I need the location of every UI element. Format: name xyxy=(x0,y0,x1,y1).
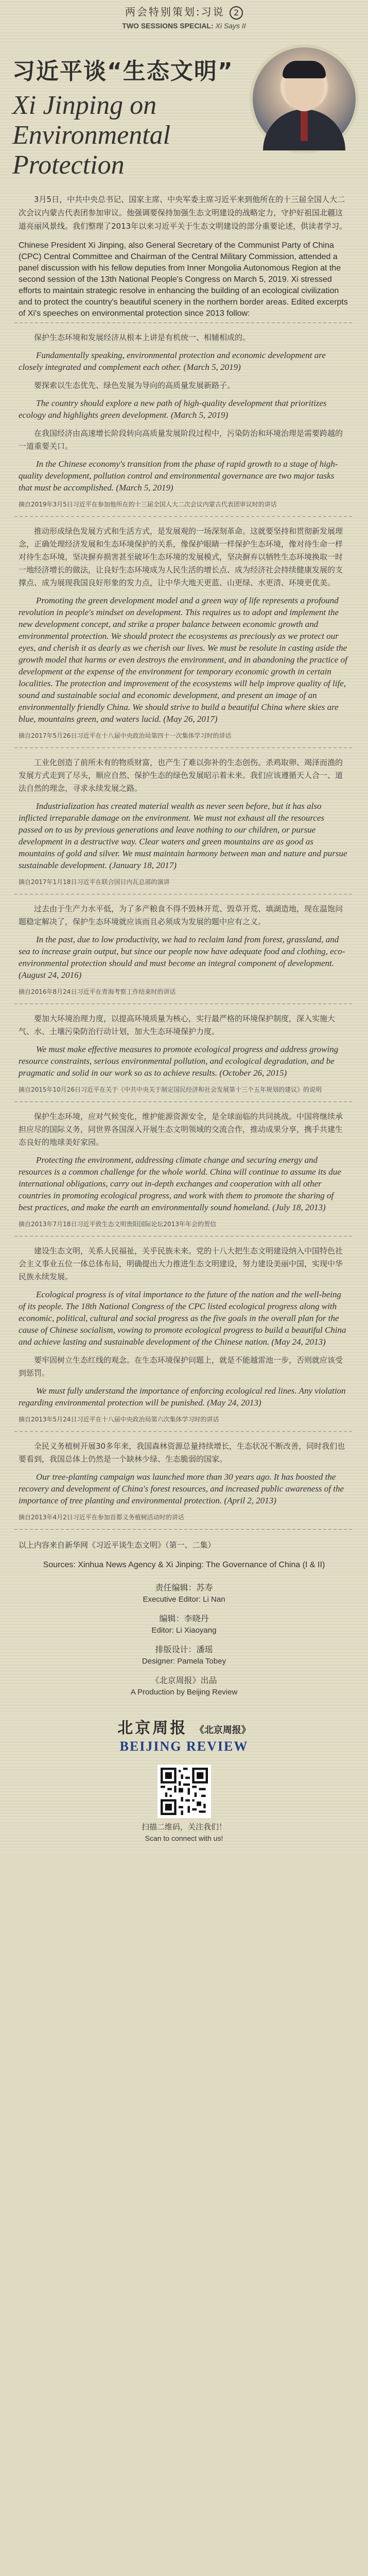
credit-zh: 责任编辑：苏寿 xyxy=(155,1583,213,1592)
title-zh: 习近平谈“生态文明” xyxy=(12,58,234,84)
quote-section xyxy=(0,1236,368,1431)
hero xyxy=(0,33,368,180)
qr-code-graphic xyxy=(161,1768,208,1815)
sources-en: Sources: Xinhua News Agency & Xi Jinping: The Governance of China (I & II) xyxy=(43,1561,325,1569)
portrait-hair xyxy=(283,61,326,78)
quote-source: 摘自2015年10月26日习近平在关于《中共中央关于制定国民经济和社会发展第十三个五年规划的建议》的说明 xyxy=(19,1086,322,1093)
qr-code-icon[interactable] xyxy=(157,1765,211,1818)
quote-zh: 要探索以生态优先、绿色发展为导向的高质量发展新路子。 xyxy=(34,381,235,390)
quote-section xyxy=(0,323,368,516)
quote-zh: 要加大环境治理力度，以提高环境质量为核心，实行最严格的环境保护制度，深入实施大气、水、土壤污染防治行动计划，加大生态环境保护力度。 xyxy=(19,1014,336,1036)
quote-en: Fundamentally speaking, environmental protection and economic development are closely integrated and complement each other. (March 5, 2019) xyxy=(19,350,326,372)
hero-titles xyxy=(12,42,253,180)
quote-section xyxy=(0,894,368,1004)
quote-zh: 全民义务植树开展30多年来，我国森林资源总量持续增长，生态状况不断改善，同时我们也要看到，我国总体上仍然是一个缺林少绿、生态脆弱的国家。 xyxy=(19,1442,345,1464)
quote-source: 摘自2017年5月26日习近平在十八届中央政治局第四十一次集体学习时的讲话 xyxy=(19,732,232,739)
quote-en: The country should explore a new path of high-quality development that prioritizes ecology and highlights green development. (March 5, 2019) xyxy=(19,398,327,420)
intro-en: Chinese President Xi Jinping, also General Secretary of the Communist Party of China (CPC) Central Committee and Chairman of the Central Military Commission, attended a panel discussion with his fellow deputies from Inner Mongolia Autonomous Region at the second session of the 13th National People's Congress on March 5, 2019. Xi stressed efforts to maintain strategic resolve in enhancing the building of an ecological civilization and to protect the country's beautiful scenery in the northern border areas. Edited excerpts of Xi's speeches on environmental protection since 2013 follow: xyxy=(19,241,348,318)
credit-zh: 编辑：李晓丹 xyxy=(159,1614,209,1623)
credit-zh: 《北京周报》出品 xyxy=(151,1675,217,1685)
logo-en: BEIJING REVIEW xyxy=(119,1739,249,1754)
quote-zh: 工业化创造了前所未有的物质财富，也产生了难以弥补的生态创伤。杀鸡取卵、竭泽而渔的发展方式走到了尽头，顺应自然、保护生态的绿色发展昭示着未来。我们应该遵循天人合一、道法自然的理念，寻求永续发展之路。 xyxy=(19,758,343,793)
quote-en: Protecting the environment, addressing climate change and securing energy and resources is a common challenge for the whole world. China will continue to assume its due international obligations, carry out in-depth exchanges and cooperation with all other countries in promoting ecological progress, and work with them to promote the sharing of best practices, and make the earth an environmentally sound homeland. (July 18, 2013) xyxy=(19,1155,341,1212)
banner-en-suffix: Xi Says II xyxy=(215,21,246,30)
quote-section xyxy=(0,1004,368,1101)
quote-zh: 要牢固树立生态红线的观念。在生态环境保护问题上，就是不能越雷池一步，否则就应该受到惩罚。 xyxy=(19,1355,343,1378)
quote-source: 摘自2019年3月5日习近平在参加他所在的十三届全国人大二次会议内蒙古代表团审议时的讲话 xyxy=(19,501,277,508)
banner-en-prefix: TWO SESSIONS SPECIAL: xyxy=(122,21,214,30)
quote-en: We must fully understand the importance of enforcing ecological red lines. Any violation regarding environmental protection will be punished. (May 24, 2013) xyxy=(19,1386,346,1408)
quote-en: Our tree-planting campaign was launched more than 30 years ago. It has boosted the recovery and development of China's forest resources, and increased public awareness of the importance of tree planting and environmental protection. (April 2, 2013) xyxy=(19,1472,344,1505)
qr-caption-zh: 扫描二维码，关注我们！ xyxy=(141,1822,226,1832)
sources-zh: 以上内容来自新华网《习近平谈生态文明》（第一、二集） xyxy=(19,1540,216,1550)
quote-zh: 建设生态文明，关系人民福祉，关乎民族未来。党的十八大把生态文明建设纳入中国特色社会主义事业五位一体总体布局，明确提出大力推进生态文明建设，努力建设美丽中国，实现中华民族永续发展。 xyxy=(19,1246,343,1281)
quote-zh: 在我国经济由高速增长阶段转向高质量发展阶段过程中，污染防治和环境治理是需要跨越的一道重要关口。 xyxy=(19,429,343,451)
qr-caption-en: Scan to connect with us! xyxy=(145,1834,223,1842)
intro xyxy=(0,180,368,323)
logo-zh xyxy=(0,1715,368,1738)
quote-en: Promoting the green development model and a green way of life represents a profound revolution in people's mindset on development. This requires us to adopt and implement the new development concept, and strike a proper balance between economic growth and environmental protection. We should protect the ecosystems as preciously as we protect our eyes, and cherish it as dearly as we cherish our lives. We must be resolute in casting aside the growth model that harms or even destroys the environment, and in abandoning the practice of development at the expense of the environment for temporary economic growth in certain localities. The protection and improvement of the ecosystems will help improve quality of life, sound and sustainable social and economic development, and present an image of an environmentally friendly China. We should strive to build a beautiful China where skies are blue, mountains green, and waters lucid. (May 26, 2017) xyxy=(19,596,347,724)
credit-en: A Production by Beijing Review xyxy=(130,1688,238,1697)
banner-en xyxy=(122,22,246,30)
credit-en: Designer: Pamela Tobey xyxy=(142,1657,226,1666)
credit-en: Editor: Li Xiaoyang xyxy=(151,1626,217,1635)
banner-zh-text: 两会特别策划:习说 xyxy=(125,5,225,18)
quote-source: 摘自2016年8月24日习近平在青海考察工作结束时的讲话 xyxy=(19,988,176,995)
special-banner xyxy=(0,0,368,33)
quote-en: In the past, due to low productivity, we had to reclaim land from forest, grassland, and sea to increase grain output, but since our people now have adequate food and clothing, eco-environmental protection should and must become an integral component of development. (August 24, 2016) xyxy=(19,935,345,980)
quote-zh: 保护生态环境，应对气候变化，维护能源资源安全，是全球面临的共同挑战。中国将继续承担应尽的国际义务，同世界各国深入开展生态文明领域的交流合作，推动成果分享，携手共建生态良好的地球美好家园。 xyxy=(19,1112,343,1147)
banner-number-circle: 2 xyxy=(230,6,243,20)
quote-en: Industrialization has created material wealth as never seen before, but it has also inflicted irreparable damage on the environment. We must not exhaust all the resources passed on to us by previous generations and leave nothing to our children, or pursue development in a destructive way. Clear waters and green mountains are as good as mountains of gold and silver. We must maintain harmony between man and nature and pursue sustainable development. (January 18, 2017) xyxy=(19,801,347,870)
quote-section xyxy=(0,748,368,894)
intro-zh: 3月5日，中共中央总书记、国家主席、中央军委主席习近平来到他所在的十三届全国人大二次会议内蒙古代表团参加审议。他强调要保持加强生态文明建设的战略定力，守护好祖国北疆这道亮丽风景线。我们整理了2013年以来习近平关于生态文明建设的部分重要论述，供读者学习。 xyxy=(19,195,347,231)
quote-source: 摘自2013年7月18日习近平致生态文明贵阳国际论坛2013年年会的贺信 xyxy=(19,1221,216,1228)
quote-source: 摘自2017年1月18日习近平在联合国日内瓦总部的演讲 xyxy=(19,878,170,886)
sources xyxy=(0,1530,368,1576)
portrait-tie xyxy=(301,110,308,141)
quote-en: We must make effective measures to promote ecological progress and address growing resource constraints, serious environmental pollution, and ecological degradation, and be pragmatic and solid in our work so as to achieve results. (October 26, 2015) xyxy=(19,1044,339,1078)
quote-zh: 保护生态环境和发展经济从根本上讲是有机统一、相辅相成的。 xyxy=(34,333,251,342)
quote-en: In the Chinese economy's transition from the phase of rapid growth to a stage of high-quality development, pollution control and environmental governance are two major tasks that must be accomplished. (March 5, 2019) xyxy=(19,459,338,493)
portrait-image xyxy=(253,47,356,150)
quote-section xyxy=(0,517,368,748)
credit-en: Executive Editor: Li Nan xyxy=(143,1595,225,1604)
logo-zh-text: 北京周报 xyxy=(117,1719,188,1737)
credit-zh: 排版设计：潘瑶 xyxy=(155,1645,213,1654)
qr-caption xyxy=(0,1821,368,1842)
quote-zh: 推动形成绿色发展方式和生活方式，是发展观的一场深刻革命。这就要坚持和贯彻新发展理念，正确处理经济发展和生态环境保护的关系，像保护眼睛一样保护生态环境，像对待生命一样对待生态环境，坚决摒弃损害甚至破坏生态环境的发展模式，坚决摒弃以牺牲生态环境换取一时一地经济增长的做法，让良好生态环境成为人民生活的增长点、成为经济社会持续健康发展的支撑点、成为展现我国良好形象的发力点，让中华大地天更蓝、山更绿、水更清、环境更优美。 xyxy=(19,527,343,587)
quote-en: Ecological progress is of vital importance to the future of the nation and the well-being of its people. The 18th National Congress of the CPC listed ecological progress along with economic, political, cultural and social progress as the five goals in the overall plan for the cause of Chinese socialism, vowing to promote ecological progress to build a beautiful China and achieve lasting and sustainable development of the Chinese nation. (May 24, 2013) xyxy=(19,1290,346,1347)
qr-section xyxy=(0,1761,368,1821)
quote-section xyxy=(0,1432,368,1529)
quote-section xyxy=(0,1102,368,1236)
quote-zh: 过去由于生产力水平低，为了多产粮食不得不毁林开荒、毁草开荒、填湖造地，现在温饱问题稳定解决了，保护生态环境就应该而且必须成为发展的题中应有之义。 xyxy=(19,904,343,926)
beijing-review-logo xyxy=(0,1710,368,1761)
title-en: Xi Jinping on Environmental Protection xyxy=(12,91,171,180)
banner-zh xyxy=(125,4,243,20)
quote-source: 摘自2013年4月2日习近平在参加首都义务植树活动时的讲话 xyxy=(19,1514,184,1521)
logo-zh-small: 《北京周报》 xyxy=(195,1725,251,1736)
quote-source: 摘自2013年5月24日习近平在十八届中央政治局第六次集体学习时的讲话 xyxy=(19,1416,219,1423)
credits xyxy=(0,1576,368,1710)
